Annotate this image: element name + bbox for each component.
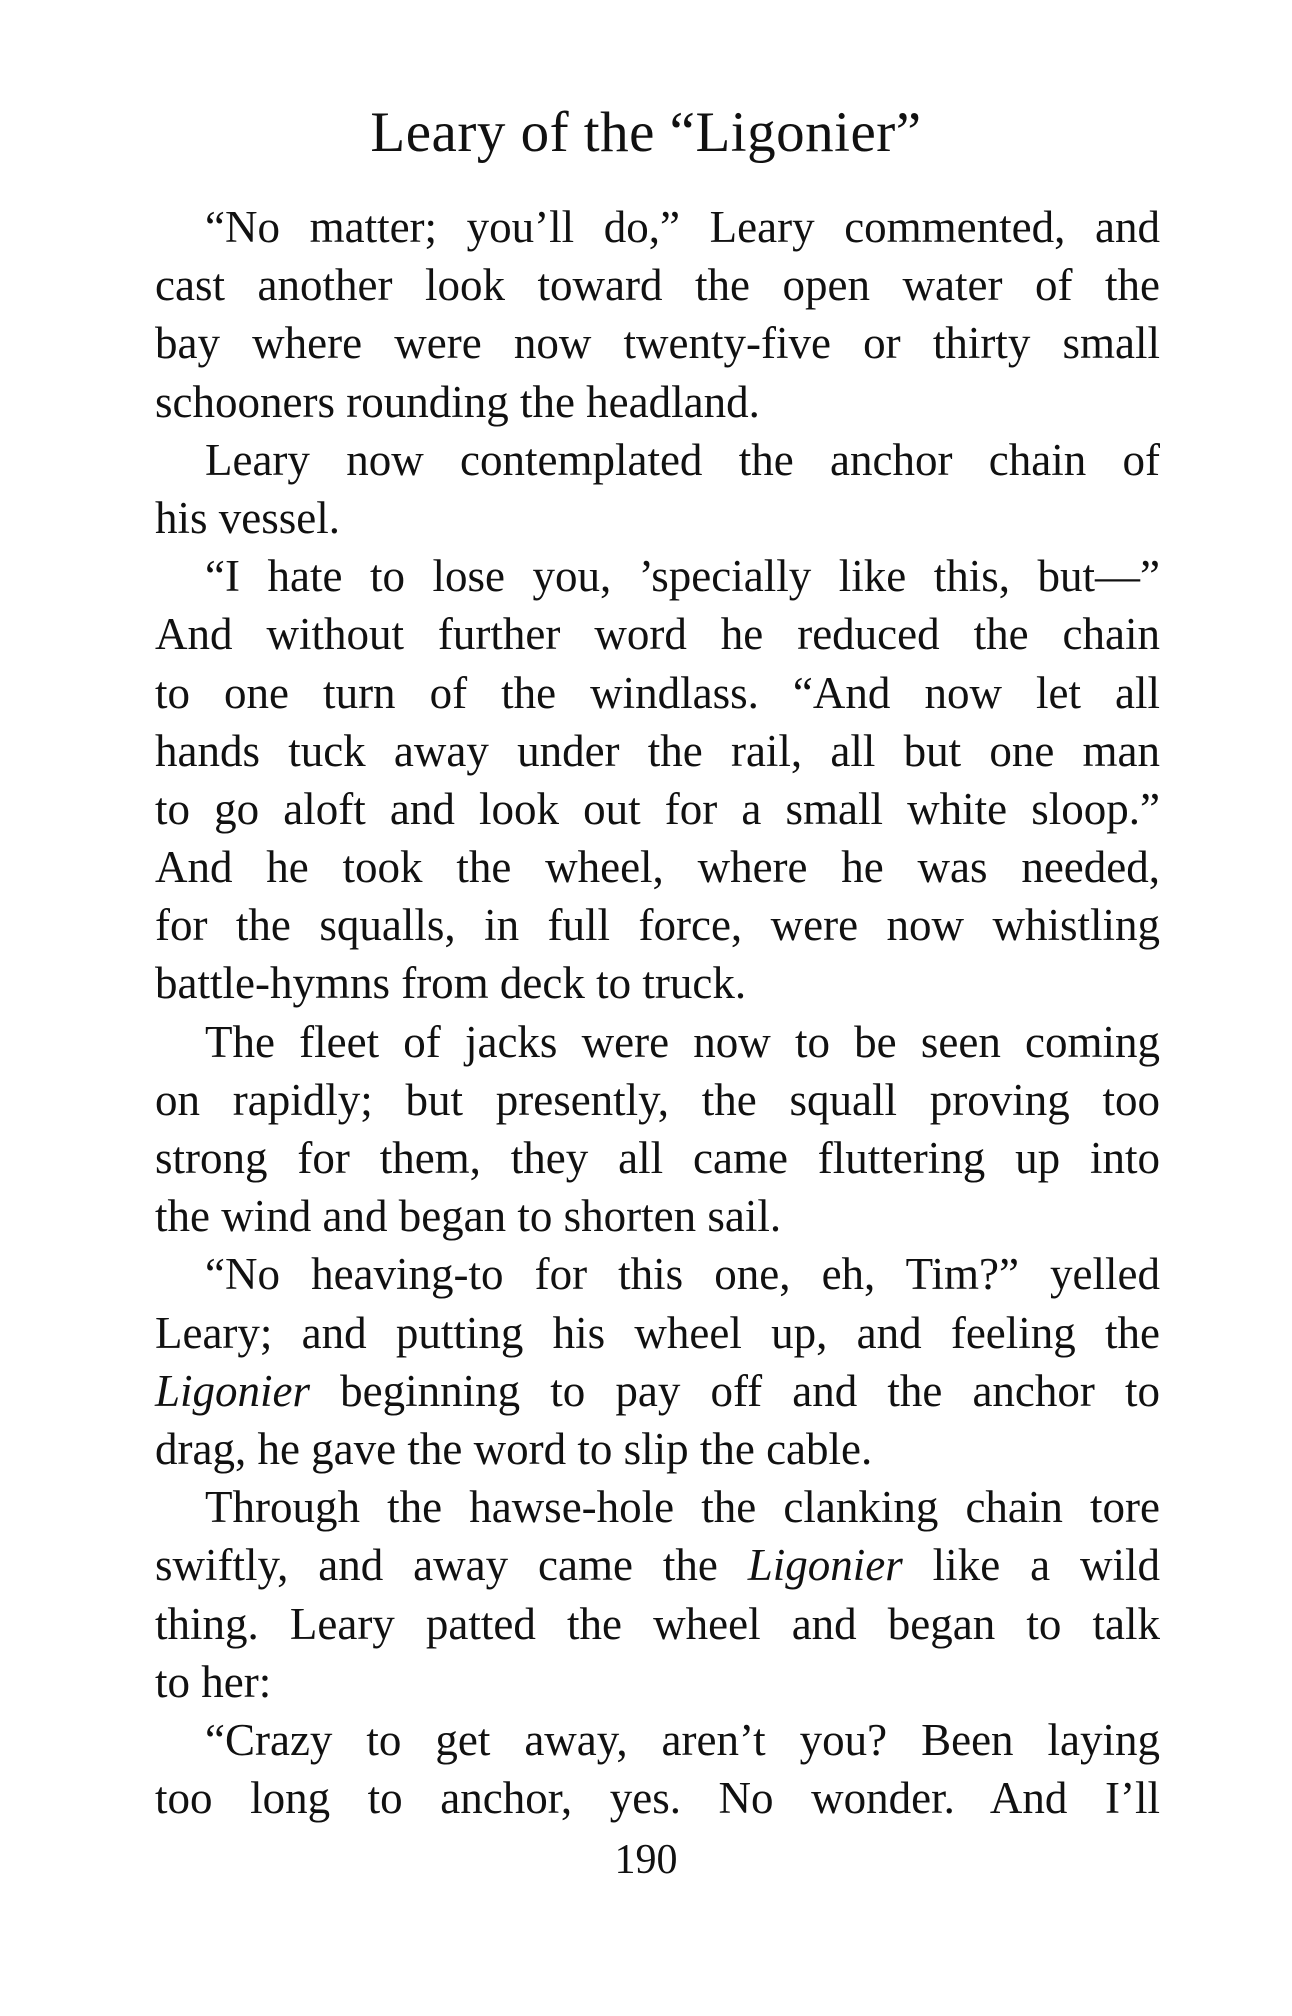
text-line: “No matter; you’ll do,” Leary commented, and: [205, 202, 1160, 252]
text-fragment: beginning to pay off and the anchor to: [310, 1365, 1160, 1416]
text-line: “Crazy to get away, aren’t you? Been laying: [205, 1714, 1160, 1765]
text-line: And without further word he reduced the chain: [155, 609, 1160, 660]
text-line: bay where were now twenty-five or thirty small: [155, 318, 1160, 369]
text-line: his vessel.: [155, 492, 340, 543]
text-line: battle-hymns from deck to truck.: [155, 958, 747, 1009]
text-line: the wind and began to shorten sail.: [155, 1191, 782, 1242]
text-line: And he took the wheel, where he was needed,: [155, 842, 1160, 893]
text-line: drag, he gave the word to slip the cable.: [155, 1423, 873, 1474]
running-head: Leary of the “Ligonier”: [370, 101, 922, 164]
text-line: cast another look toward the open water of the: [155, 260, 1160, 311]
text-line: “I hate to lose you, ’specially like this, but—”: [205, 551, 1160, 602]
text-line: to her:: [155, 1656, 272, 1707]
text-line: on rapidly; but presently, the squall proving too: [155, 1074, 1160, 1125]
text-line: strong for them, they all came fluttering up into: [155, 1133, 1160, 1183]
text-fragment: like a wild: [902, 1540, 1160, 1591]
body-text: [155, 198, 1160, 1827]
text-line: The fleet of jacks were now to be seen coming: [205, 1016, 1160, 1067]
text-line: hands tuck away under the rail, all but one man: [155, 725, 1160, 776]
text-fragment: swiftly, and away came the: [155, 1540, 748, 1591]
ship-name-italic: Ligonier: [155, 1365, 311, 1416]
text-line: to go aloft and look out for a small white sloop.”: [155, 783, 1160, 834]
text-line: for the squalls, in full force, were now whistling: [155, 900, 1160, 951]
ship-name-italic: Ligonier: [747, 1540, 903, 1591]
page-number: 190: [614, 1837, 678, 1883]
text-line: [155, 1536, 1160, 1594]
text-line: thing. Leary patted the wheel and began to talk: [155, 1598, 1160, 1649]
text-line: [155, 1362, 1160, 1420]
text-line: Leary; and putting his wheel up, and feeling the: [155, 1307, 1160, 1358]
text-line: schooners rounding the headland.: [155, 376, 760, 427]
text-line: to one turn of the windlass. “And now let all: [155, 667, 1160, 718]
text-line: too long to anchor, yes. No wonder. And I’ll: [155, 1773, 1160, 1824]
text-line: Leary now contemplated the anchor chain of: [205, 434, 1160, 485]
text-line: Through the hawse-hole the clanking chain tore: [205, 1482, 1160, 1533]
text-line: “No heaving-to for this one, eh, Tim?” yelled: [205, 1249, 1160, 1300]
